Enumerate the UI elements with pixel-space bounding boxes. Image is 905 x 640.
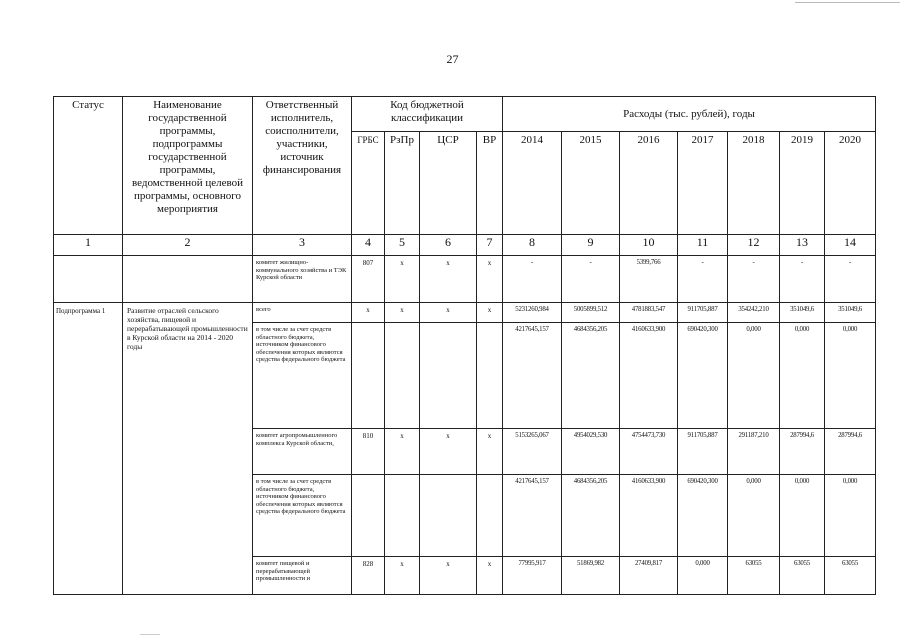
column-number: 7 (477, 235, 503, 256)
top-edge-line (795, 2, 900, 3)
column-number: 12 (728, 235, 780, 256)
value-2014: 4217645,157 (503, 475, 562, 557)
value-2020: - (825, 256, 876, 303)
header-vr: ВР (477, 132, 503, 235)
column-number: 9 (562, 235, 620, 256)
program-name-cell (123, 256, 253, 303)
rzpr-cell: x (385, 557, 420, 595)
rzpr-cell: x (385, 429, 420, 475)
value-2014: 5231260,984 (503, 303, 562, 323)
value-2016: 5399,766 (620, 256, 678, 303)
value-2016: 4754473,730 (620, 429, 678, 475)
value-2019: 351049,6 (780, 303, 825, 323)
grbs-cell: 810 (352, 429, 385, 475)
value-2015: 4684356,205 (562, 475, 620, 557)
value-2017: 911705,887 (678, 303, 728, 323)
csr-cell (420, 323, 477, 429)
vr-cell: x (477, 303, 503, 323)
header-year-2020: 2020 (825, 132, 876, 235)
value-2016: 4160633,900 (620, 323, 678, 429)
csr-cell (420, 475, 477, 557)
value-2020: 63055 (825, 557, 876, 595)
value-2017: 0,000 (678, 557, 728, 595)
executor-cell: комитет пищевой и перерабатывающей промышленности и (253, 557, 352, 595)
program-name-cell: Развитие отраслей сельского хозяйства, пищевой и перерабатывающей промышленности в Курской области на 2014 - 2020 годы (123, 303, 253, 595)
value-2016: 4781883,547 (620, 303, 678, 323)
header-csr: ЦСР (420, 132, 477, 235)
value-2018: 291187,210 (728, 429, 780, 475)
vr-cell (477, 323, 503, 429)
value-2014: 5153265,067 (503, 429, 562, 475)
grbs-cell: x (352, 303, 385, 323)
value-2020: 0,000 (825, 475, 876, 557)
status-cell (54, 256, 123, 303)
header-year-2019: 2019 (780, 132, 825, 235)
page-number: 27 (446, 52, 459, 66)
value-2019: 63055 (780, 557, 825, 595)
executor-cell: комитет жилищно-коммунального хозяйства и ТЭК Курской области (253, 256, 352, 303)
budget-table (53, 96, 876, 595)
header-year-2015: 2015 (562, 132, 620, 235)
grbs-cell (352, 475, 385, 557)
executor-cell: в том числе за счет средств областного бюджета, источником финансового обеспечения которых являются средства федерального бюджета (253, 475, 352, 557)
value-2016: 4160633,900 (620, 475, 678, 557)
header-budget-code: Код бюджетной классификации (352, 97, 503, 132)
header-rzpr: РзПр (385, 132, 420, 235)
executor-cell: в том числе за счет средств областного бюджета, источником финансового обеспечения которых являются средства федерального бюджета (253, 323, 352, 429)
executor-cell: всего (253, 303, 352, 323)
value-2014: 77995,917 (503, 557, 562, 595)
value-2018: 63055 (728, 557, 780, 595)
value-2014: 4217645,157 (503, 323, 562, 429)
table-row (54, 303, 876, 323)
rzpr-cell: x (385, 256, 420, 303)
vr-cell: x (477, 256, 503, 303)
vr-cell: x (477, 557, 503, 595)
header-year-2016: 2016 (620, 132, 678, 235)
rzpr-cell (385, 475, 420, 557)
column-number: 2 (123, 235, 253, 256)
column-number: 11 (678, 235, 728, 256)
executor-cell: комитет агропромышленного комплекса Курской области, (253, 429, 352, 475)
value-2020: 351049,6 (825, 303, 876, 323)
csr-cell: x (420, 557, 477, 595)
value-2017: 690420,300 (678, 323, 728, 429)
status-cell: Подпрограмма 1 (54, 303, 123, 595)
column-number: 1 (54, 235, 123, 256)
grbs-cell (352, 323, 385, 429)
header-year-2017: 2017 (678, 132, 728, 235)
value-2020: 287994,6 (825, 429, 876, 475)
column-number-row (54, 235, 876, 256)
value-2018: 0,000 (728, 323, 780, 429)
value-2015: 5005899,512 (562, 303, 620, 323)
header-year-2018: 2018 (728, 132, 780, 235)
column-number: 8 (503, 235, 562, 256)
scan-mark (140, 634, 160, 635)
value-2016: 27409,817 (620, 557, 678, 595)
header-expenses: Расходы (тыс. рублей), годы (503, 97, 876, 132)
csr-cell: x (420, 256, 477, 303)
value-2020: 0,000 (825, 323, 876, 429)
header-status: Статус (54, 97, 123, 235)
value-2015: 4684356,205 (562, 323, 620, 429)
value-2017: - (678, 256, 728, 303)
header-name: Наименование государственной программы, подпрограммы государственной программы, ведомственной целевой программы, основного мероприятия (123, 97, 253, 235)
value-2018: - (728, 256, 780, 303)
header-row-top (54, 97, 876, 132)
rzpr-cell (385, 323, 420, 429)
column-number: 10 (620, 235, 678, 256)
value-2019: 0,000 (780, 323, 825, 429)
column-number: 14 (825, 235, 876, 256)
value-2018: 0,000 (728, 475, 780, 557)
vr-cell: x (477, 429, 503, 475)
column-number: 5 (385, 235, 420, 256)
vr-cell (477, 475, 503, 557)
grbs-cell: 807 (352, 256, 385, 303)
rzpr-cell: x (385, 303, 420, 323)
value-2015: - (562, 256, 620, 303)
header-grbs: ГРБС (352, 132, 385, 235)
value-2015: 51869,982 (562, 557, 620, 595)
csr-cell: x (420, 429, 477, 475)
column-number: 3 (253, 235, 352, 256)
table-row (54, 256, 876, 303)
column-number: 4 (352, 235, 385, 256)
value-2018: 354242,210 (728, 303, 780, 323)
value-2014: - (503, 256, 562, 303)
column-number: 6 (420, 235, 477, 256)
value-2017: 690420,300 (678, 475, 728, 557)
value-2019: 287994,6 (780, 429, 825, 475)
value-2017: 911705,887 (678, 429, 728, 475)
csr-cell: x (420, 303, 477, 323)
value-2019: 0,000 (780, 475, 825, 557)
value-2015: 4954029,530 (562, 429, 620, 475)
grbs-cell: 828 (352, 557, 385, 595)
value-2019: - (780, 256, 825, 303)
header-year-2014: 2014 (503, 132, 562, 235)
column-number: 13 (780, 235, 825, 256)
header-executor: Ответственный исполнитель, соисполнители, участники, источник финансирования (253, 97, 352, 235)
